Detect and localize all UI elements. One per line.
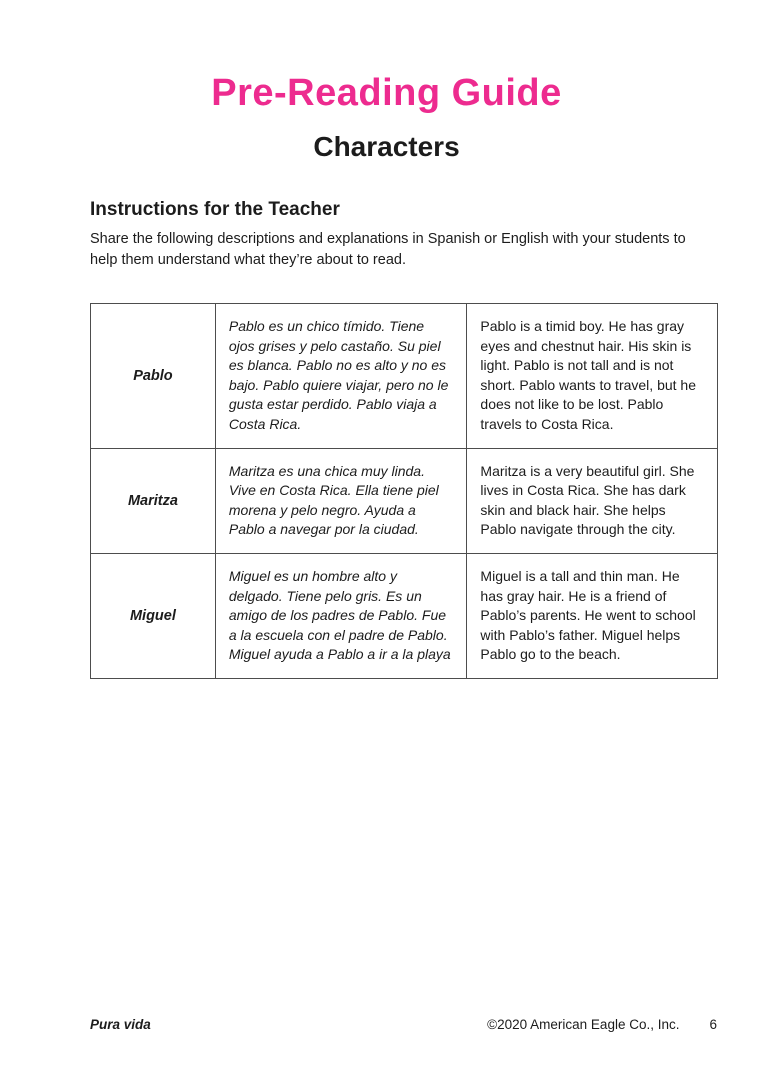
page-title: Pre-Reading Guide [211, 72, 562, 114]
english-description-cell: Pablo is a timid boy. He has gray eyes and chestnut hair. His skin is light. Pablo is not tall and is not short. Pablo wants to travel, but he does not like to be lost. Pablo travels to Costa Rica. [467, 304, 718, 449]
character-name-cell: Pablo [91, 304, 216, 449]
page-footer [90, 1017, 717, 1032]
character-name-cell: Maritza [91, 448, 216, 553]
character-name-cell: Miguel [91, 553, 216, 678]
characters-table [90, 303, 718, 679]
footer-right-group [487, 1017, 717, 1032]
document-page [0, 72, 773, 679]
instructions-body: Share the following descriptions and explanations in Spanish or English with your students to help them understand what they’re about to read. [90, 231, 686, 269]
spanish-description-cell: Maritza es una chica muy linda. Vive en Costa Rica. Ella tiene piel morena y pelo negro. Ayuda a Pablo a navegar por la ciudad. [215, 448, 467, 553]
footer-page-number: 6 [709, 1017, 717, 1032]
spanish-description-cell: Pablo es un chico tímido. Tiene ojos grises y pelo castaño. Su piel es blanca. Pablo no es alto y no es bajo. Pablo quiere viajar, pero no le gusta estar perdido. Pablo viaja a Costa Rica. [215, 304, 467, 449]
footer-copyright: ©2020 American Eagle Co., Inc. [487, 1017, 680, 1032]
table-row [91, 553, 718, 678]
english-description-cell: Miguel is a tall and thin man. He has gray hair. He is a friend of Pablo’s parents. He went to school with Pablo’s father. Miguel helps Pablo go to the beach. [467, 553, 718, 678]
table-row [91, 448, 718, 553]
english-description-cell: Maritza is a very beautiful girl. She lives in Costa Rica. She has dark skin and black hair. She helps Pablo navigate through the city. [467, 448, 718, 553]
table-row [91, 304, 718, 449]
footer-book-title: Pura vida [90, 1017, 151, 1032]
spanish-description-cell: Miguel es un hombre alto y delgado. Tiene pelo gris. Es un amigo de los padres de Pablo. Fue a la escuela con el padre de Pablo. Miguel ayuda a Pablo a ir a la playa [215, 553, 467, 678]
instructions-heading: Instructions for the Teacher [90, 199, 340, 220]
page-subtitle: Characters [313, 131, 460, 162]
